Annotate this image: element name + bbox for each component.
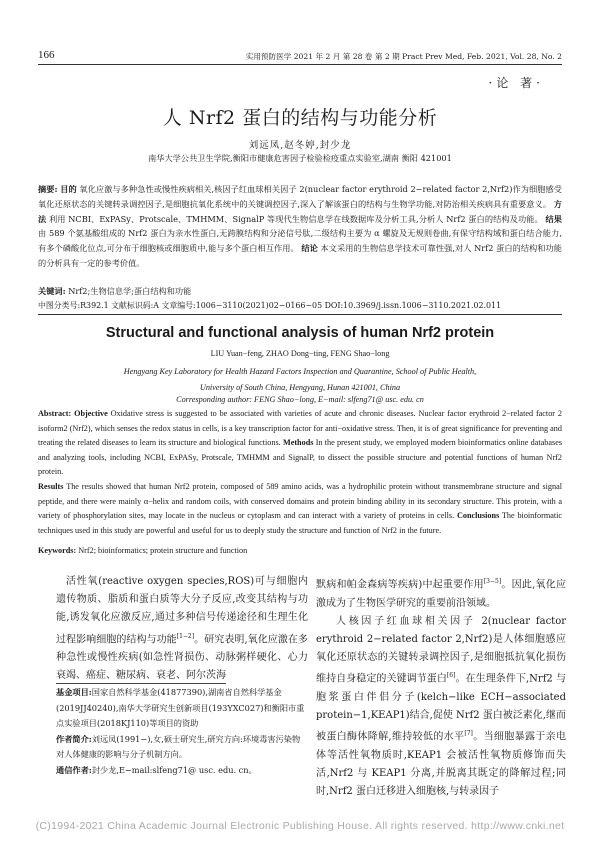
affiliation-english-line2: University of South China, Hengyang, Hunan 421001, China [199,382,401,392]
objective-label: 目的 [60,184,77,194]
conclusion-label: 结论 [301,243,318,254]
affiliation-english-line1: Hengyang Key Laboratory for Health Hazard Factors Inspection and Quarantine, School of Public Health, [123,367,477,376]
bio-label: 作者简介: [56,733,92,744]
fund-text: 国家自然科学基金(41877390),湖南省自然科学基金(2019JJ40240),南华大学研究生创新项目(193YXC027)和衡阳市重点实验项目(2018KJ110)等项目的资助 [56,687,305,729]
body-text: 。当细胞暴露于亲电体等活性氧物质时,KEAP1 会被活性氧物质修饰而失活,Nrf2 与 KEAP1 分离,并脱离其既定的降解过程;同时,Nrf2 蛋白迁移进入细胞核,与转录因子 [316,731,566,798]
body-paragraph [316,613,566,802]
body-text: 。研究表明,氧化应激在多种急性或慢性疾病(如急性肾损伤、动脉粥样硬化、心力衰竭、癌症、糖尿病、衰老、阿尔茨海 [56,633,308,682]
objective-text: 氧化应激与多种急性或慢性疾病相关,核因子红血球相关因子 2(nuclear factor erythroid 2−related factor 2,Nrf2)作为细胞感受氧化还原状态的关键转录调控因子,是细胞抗氧化系统中的关键调控因子,深入了解该蛋白的结构与生物学功能,对防治相关疾病具有重要意义。 [38,184,562,209]
body-paragraph [316,573,566,613]
section-rule [38,314,562,315]
affiliation-chinese: 南华大学公共卫生学院,衡阳市健康危害因子检验检疫重点实验室,湖南 衡阳 421001 [148,153,452,163]
abstract-en-label: Abstract: [38,409,72,418]
footnote-fund [56,685,308,732]
objective-en-label: Objective [74,409,108,418]
methods-en-text: In the present study, we employed modern bioinformatics online databases and analyzing tools, including NCBI, ExPASy, Protscale, TMHMM and SignalP, to dissect the possible structure and potential functions of human Nrf2 protein. [38,438,563,477]
body-text: 。因此,氧化应激成为了生物医学研究的重要前沿领域。 [316,579,566,609]
methods-en-label: Methods [282,438,314,448]
results-label: 结果 [545,213,562,224]
corresponding-author-english: Corresponding author: FENG Shao−long, E−mail: slfeng71@ usc. edu. cn [176,395,424,404]
body-text: 默病和帕金森病等疾病)中起重要作用 [316,579,484,591]
body-column-right [316,573,566,801]
authors-english: LIU Yuan−feng, ZHAO Dong−ting, FENG Shao−long [210,349,390,358]
body-paragraph [56,573,308,686]
citation: [1−2] [176,632,195,640]
footnote-bio [56,732,308,763]
fund-label: 基金项目: [56,687,92,697]
authors-chinese: 刘远凤,赵冬婷,封少龙 [248,140,352,151]
contact-text: 封少龙,E−mail:slfeng71@ usc. edu. cn。 [91,764,257,775]
keywords-en-label: Keywords: [38,546,77,555]
keywords-text: Nrf2;生物信息学;蛋白结构和功能 [68,286,192,296]
copyright-watermark: (C)1994-2021 China Academic Journal Electronic Publishing House. All rights reserved. http://www.cnki.net [35,820,565,832]
citation: [3−5] [483,578,502,585]
body-text: 人核因子红血球相关因子 2(nuclear factor erythroid 2−related factor 2,Nrf2)是人体细胞感应氧化还原状态的关键转录调控因子,是细胞抵抗氧化损伤维持自身稳定的关键调节蛋白 [316,615,566,685]
body-text: 。在生理条件下,Nrf2 与胞浆蛋白伴侣分子(kelch−like ECH−associated protein−1,KEAP1)结合,促使 Nrf2 蛋白被泛素化,继而被蛋白酶体降解,维持较低的水平 [316,673,567,743]
conclusion-text: 本文采用的生物信息学技术可靠性强,对人 Nrf2 蛋白的结构和功能的分析具有一定的参考价值。 [38,243,562,268]
citation: [7] [464,730,473,738]
objective-en-text: Oxidative stress is suggested to be associated with varieties of acute and chronic diseases. Nuclear factor erythroid 2−related factor 2 isoform2 (Nrf2), which senses the redox status in cells, is a key transcription factor for anti−oxidative stress. Then, it is of great significance for preventing and treating the related diseases to learn its structure and biological functions. [38,409,562,448]
page-number: 166 [38,49,55,61]
abstract-chinese [38,182,562,271]
title-english: Structural and functional analysis of human Nrf2 protein [105,325,495,341]
citation: [6] [446,672,456,680]
conclusions-en-label: Conclusions [456,511,500,521]
abstract-english [38,407,562,538]
results-en-label: Results [38,481,64,491]
classification-line: 中图分类号:R392.1 文献标识码:A 文章编号:1006−3110(2021)02−0166−05 DOI:10.3969/j.issn.1006−3110.2021.02.011 [38,301,502,310]
footnote-contact [56,763,308,779]
keywords-en-text: Nrf2; bioinformatics; protein structure and function [78,546,248,555]
contact-label: 通信作者: [56,764,92,775]
keywords-chinese [38,286,191,297]
footnote-rule [56,683,226,684]
journal-running-header: 实用预防医学 2021 年 2 月 第 28 卷 第 2 期 Pract Prev Med, Feb. 2021, Vol. 28, No. 2 [245,52,562,61]
keywords-english [38,546,247,555]
methods-text: 利用 NCBI、ExPASy、Protscale、TMHMM、SignalP 等现代生物信息学在线数据库及分析工具,分析人 Nrf2 蛋白的结构及功能。 [49,213,543,224]
footnote [56,685,308,779]
header-rule [38,64,562,65]
keywords-label: 关键词: [38,286,66,296]
affiliation-english [0,364,600,395]
section-tag: ·论 著· [488,76,544,90]
body-text: 活性氧(reactive oxygen species,ROS)可与细胞内遗传物质、脂质和蛋白质等大分子反应,改变其结构与功能,诱发氧化应激反应,通过多种信号传递途径和生理生化过程影响细胞的结构与功能 [56,576,308,645]
abstract-label: 摘要: [38,184,58,194]
conclusions-en-text: The bioinformatic techniques used in this study are powerful and useful for us to deeply study the structure and function of Nrf2 in the future. [38,511,563,535]
results-text: 由 589 个氨基酸组成的 Nrf2 蛋白为亲水性蛋白,无跨膜结构和分泌信号肽,二级结构主要为 α 螺旋及无规则卷曲,有保守结构域和蛋白结合能力,有多个磷酸化位点,可分布于细胞核或细胞质中,能与多个蛋白相互作用。 [38,228,562,254]
results-en-text: The results showed that human Nrf2 protein, composed of 589 amino acids, was a hydrophilic protein without transmembrane structure and signal peptide, and there were mainly α−helix and random coils, with conserved domains and protein binding ability in its secondary structure. This protein, with a variety of phosphorylation sites, may locate in the nucleus or cytoplasm and can interact with a variety of proteins in cells. [38,481,562,521]
title-chinese: 人 Nrf2 蛋白的结构与功能分析 [162,107,438,129]
body-column-left [56,573,308,686]
bio-text: 刘远凤(1991−),女,硕士研究生,研究方向:环境毒害污染物对人体健康的影响与分子机制方向。 [56,733,301,760]
methods-label: 方法 [38,198,562,224]
